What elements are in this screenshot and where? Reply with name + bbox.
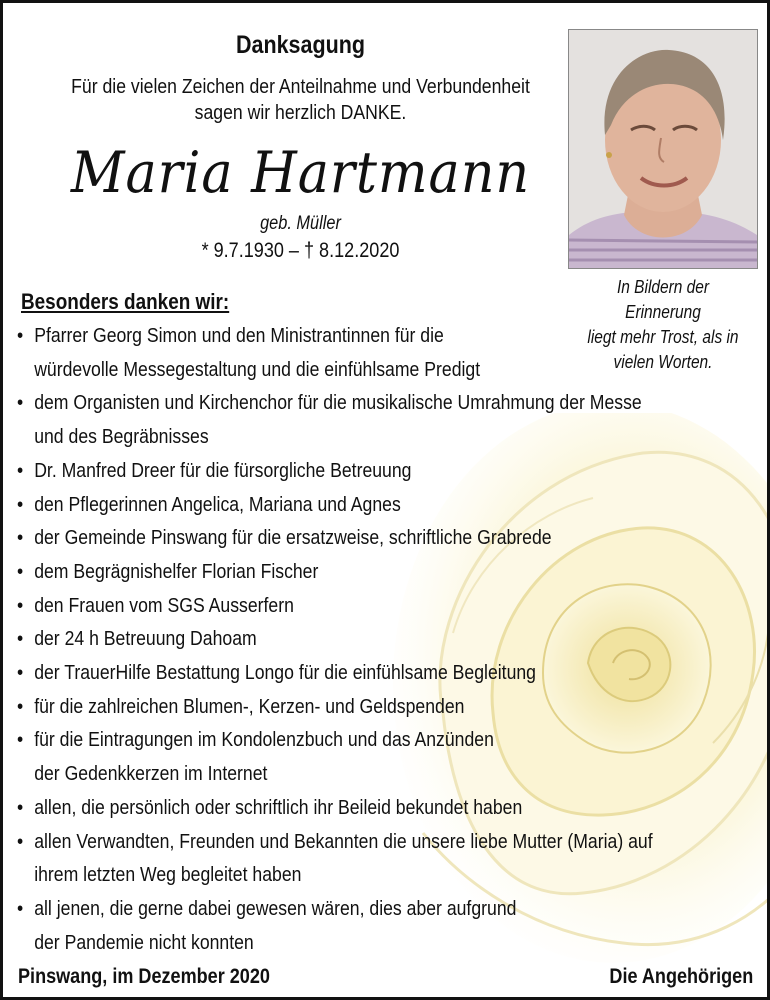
bullet: • <box>17 526 24 550</box>
list-item-line: der 24 h Betreuung Dahoam <box>34 627 257 651</box>
list-item <box>17 386 671 453</box>
list-item-line: ihrem letzten Weg begleitet haben <box>34 863 302 887</box>
list-item <box>17 555 671 589</box>
portrait-photo <box>568 29 758 269</box>
intro-line: sagen wir herzlich DANKE. <box>194 101 407 124</box>
deceased-name: Maria Hartmann <box>70 140 531 206</box>
bullet: • <box>17 795 24 819</box>
life-dates: * 9.7.1930 – † 8.12.2020 <box>201 239 400 262</box>
bullet: • <box>17 492 24 516</box>
list-item-line: Pfarrer Georg Simon und den Ministrantinnen für die <box>34 324 444 347</box>
list-item <box>17 892 671 959</box>
bullet: • <box>17 458 24 482</box>
signature: Die Angehörigen <box>609 965 753 988</box>
list-item-line: den Frauen vom SGS Ausserfern <box>34 593 294 617</box>
list-item <box>17 589 671 623</box>
list-item <box>17 454 671 488</box>
list-item <box>17 723 671 790</box>
list-item-line: und des Begräbnisses <box>34 425 209 449</box>
quote-line: liegt mehr Trost, als in <box>587 327 739 347</box>
page-title: Danksagung <box>235 31 366 59</box>
quote-line: vielen Worten. <box>613 352 713 372</box>
list-item-line: dem Organisten und Kirchenchor für die musikalische Umrahmung der Messe <box>34 391 642 415</box>
list-item-line: all jenen, die gerne dabei gewesen wären, dies aber aufgrund <box>34 896 517 920</box>
bullet: • <box>17 593 24 617</box>
bullet: • <box>17 829 24 853</box>
list-item <box>17 622 671 656</box>
list-item <box>17 825 671 892</box>
list-item-line: für die zahlreichen Blumen-, Kerzen- und Geldspenden <box>34 694 465 718</box>
bullet: • <box>17 391 24 415</box>
thanks-heading: Besonders danken wir: <box>21 289 230 314</box>
list-item-line: würdevolle Messegestaltung und die einfühlsame Predigt <box>34 357 481 381</box>
list-item-line: der TrauerHilfe Bestattung Longo für die einfühlsame Begleitung <box>34 661 536 685</box>
list-item-line: für die Eintragungen im Kondolenzbuch und das Anzünden <box>34 728 494 752</box>
bullet: • <box>17 324 24 347</box>
list-item <box>17 656 671 690</box>
list-item-line: der Gedenkkerzen im Internet <box>34 762 268 786</box>
quote-line: In Bildern der Erinnerung <box>616 277 710 322</box>
list-item-line: den Pflegerinnen Angelica, Mariana und Agnes <box>34 492 401 516</box>
list-item <box>17 319 671 386</box>
bullet: • <box>17 661 24 685</box>
list-item-line: allen Verwandten, Freunden und Bekannten die unsere liebe Mutter (Maria) auf <box>34 829 653 853</box>
list-item <box>17 521 671 555</box>
bullet: • <box>17 694 24 718</box>
bullet: • <box>17 896 24 920</box>
place-date: Pinswang, im Dezember 2020 <box>18 965 270 988</box>
list-item-line: der Gemeinde Pinswang für die ersatzweise, schriftliche Grabrede <box>34 526 552 550</box>
list-item <box>17 690 671 724</box>
birth-name: geb. Müller <box>260 213 341 234</box>
list-item-line: dem Begrägnishelfer Florian Fischer <box>34 559 319 583</box>
list-item-line: Dr. Manfred Dreer für die fürsorgliche Betreuung <box>34 458 412 482</box>
intro-text <box>23 74 578 126</box>
thanks-list <box>17 319 770 959</box>
bullet: • <box>17 627 24 651</box>
bullet: • <box>17 728 24 752</box>
intro-line: Für die vielen Zeichen der Anteilnahme und Verbundenheit <box>71 75 530 98</box>
list-item <box>17 791 671 825</box>
list-item-line: allen, die persönlich oder schriftlich ihr Beileid bekundet haben <box>34 795 523 819</box>
list-item-line: der Pandemie nicht konnten <box>34 930 254 954</box>
list-item <box>17 488 671 522</box>
bullet: • <box>17 559 24 583</box>
